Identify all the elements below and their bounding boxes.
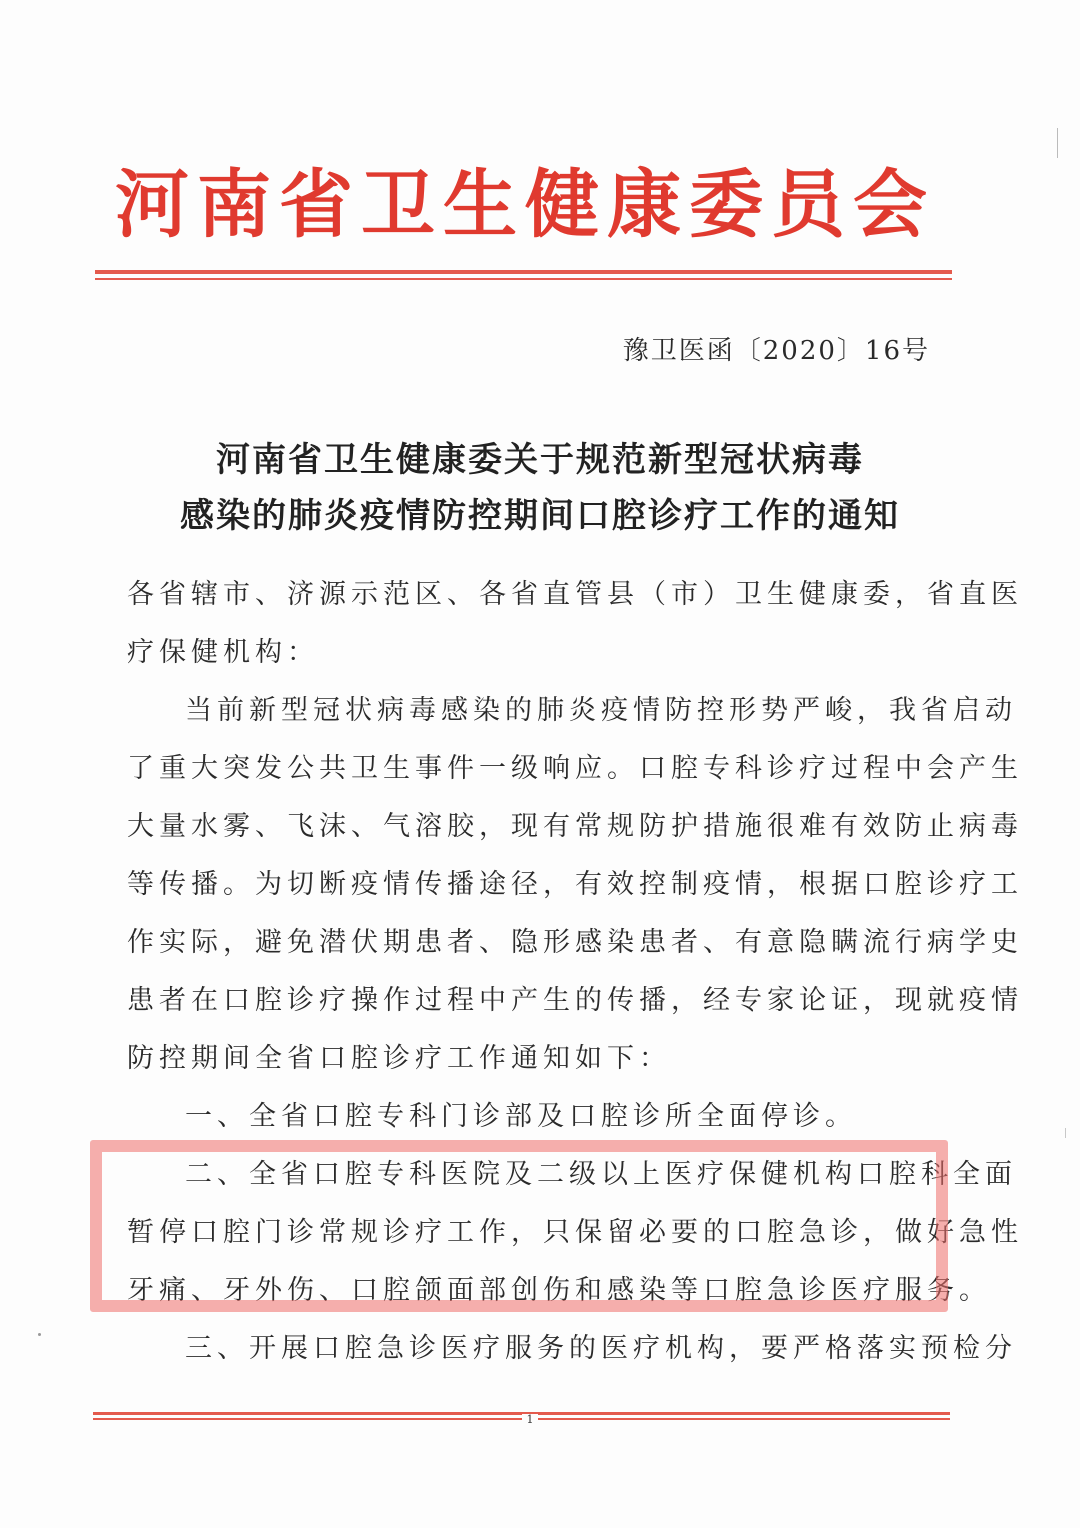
- masthead-rule-thick: [95, 270, 952, 274]
- body-line: 等传播。为切断疫情传播途径，有效控制疫情，根据口腔诊疗工: [127, 869, 1023, 900]
- issuer-masthead: 河南省卫生健康委员会: [115, 162, 935, 248]
- body-line-addressee: 疗保健机构：: [127, 637, 319, 668]
- document-body: [127, 566, 1023, 1378]
- body-line: 防控期间全省口腔诊疗工作通知如下：: [127, 1043, 671, 1074]
- body-line-item-3: 三、开展口腔急诊医疗服务的医疗机构，要严格落实预检分: [185, 1333, 1017, 1364]
- scan-artifact: [1057, 128, 1058, 158]
- body-line: 了重大突发公共卫生事件一级响应。口腔专科诊疗过程中会产生: [127, 753, 1023, 784]
- body-line-item-1: 一、全省口腔专科门诊部及口腔诊所全面停诊。: [185, 1101, 857, 1132]
- scan-artifact: [1065, 1128, 1066, 1138]
- body-line-addressee: 各省辖市、济源示范区、各省直管县（市）卫生健康委，省直医: [127, 579, 1023, 610]
- body-line-item-2: 暂停口腔门诊常规诊疗工作，只保留必要的口腔急诊，做好急性: [127, 1217, 1023, 1248]
- body-line: 当前新型冠状病毒感染的肺炎疫情防控形势严峻，我省启动: [185, 695, 1017, 726]
- title-line: 河南省卫生健康委关于规范新型冠状病毒: [216, 440, 864, 480]
- body-line-item-2: 二、全省口腔专科医院及二级以上医疗保健机构口腔科全面: [185, 1159, 1017, 1190]
- page-number: 1: [522, 1414, 538, 1426]
- body-line: 大量水雾、飞沫、气溶胶，现有常规防护措施很难有效防止病毒: [127, 811, 1023, 842]
- body-line-item-2: 牙痛、牙外伤、口腔颌面部创伤和感染等口腔急诊医疗服务。: [127, 1275, 991, 1306]
- scan-artifact: [38, 1333, 41, 1336]
- body-line: 患者在口腔诊疗操作过程中产生的传播，经专家论证，现就疫情: [127, 985, 1023, 1016]
- document-number: 豫卫医函〔2020〕16号: [622, 336, 930, 366]
- masthead-rule-thin: [95, 278, 952, 280]
- document-title: [100, 432, 980, 544]
- body-line: 作实际，避免潜伏期患者、隐形感染患者、有意隐瞒流行病学史: [127, 927, 1023, 958]
- title-line: 感染的肺炎疫情防控期间口腔诊疗工作的通知: [180, 496, 900, 536]
